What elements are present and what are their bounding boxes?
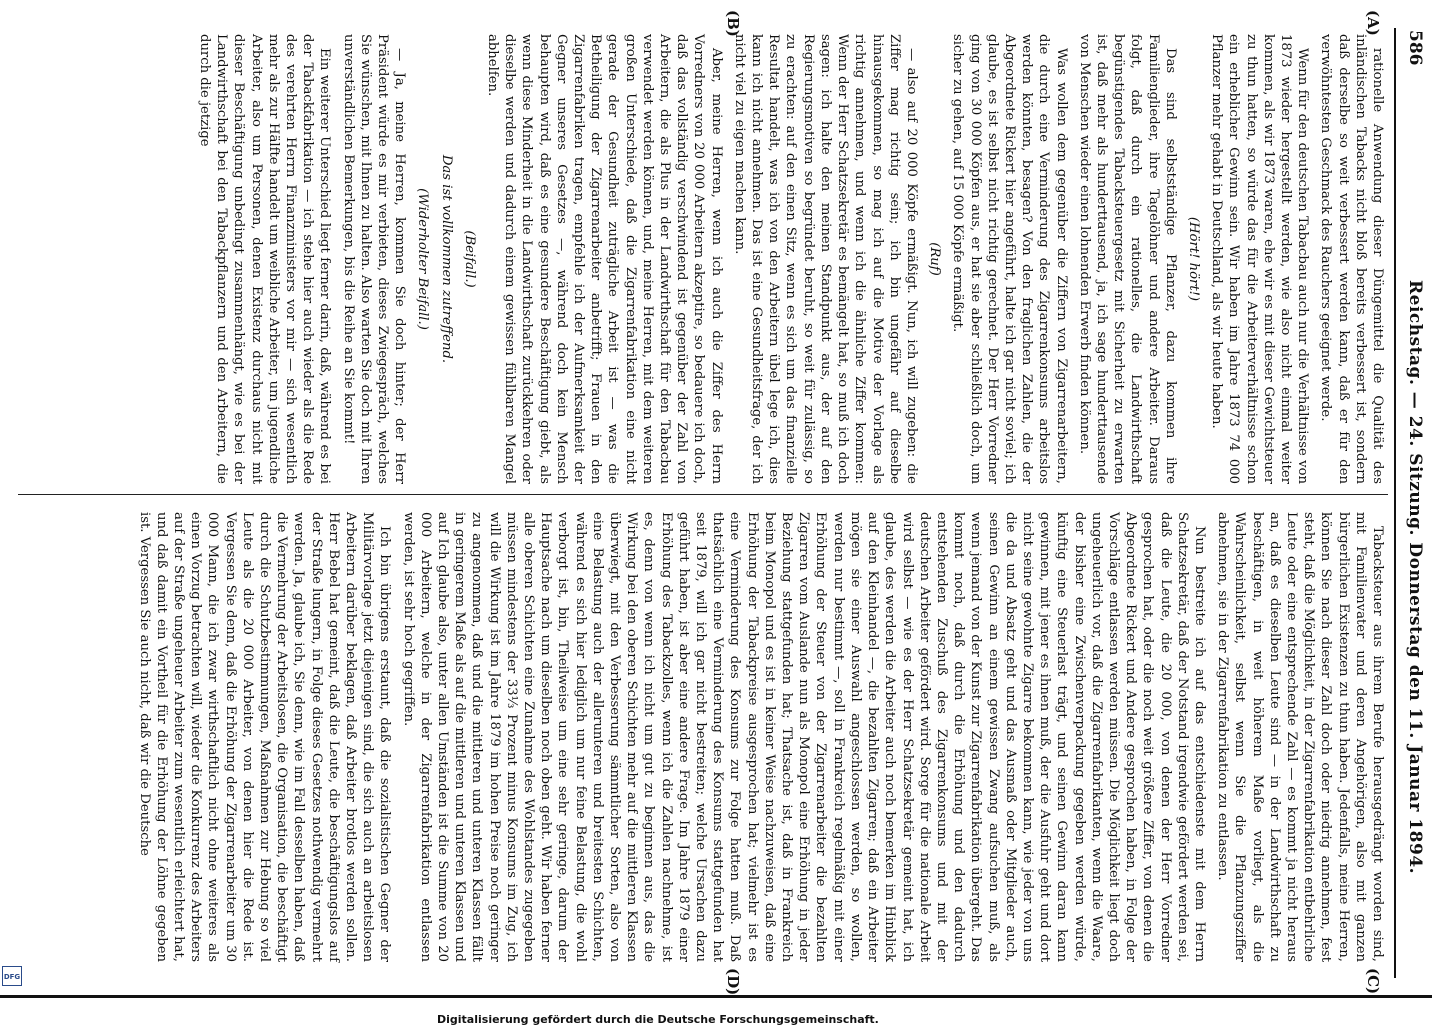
running-head [1399,30,1429,970]
margin-mark-c: (C) [1364,968,1382,995]
right-column [26,512,1386,962]
running-header: Reichstag. — 24. Sitzung. Donnerstag den 11. Januar 1894. [1405,280,1425,875]
margin-mark-a: (A) [1364,10,1382,36]
paragraph: rationelle Anwendung dieser Düngemittel die Qualität des inländischen Tabacks nicht bloß bereits verbessert ist, sondern daß derselbe so weit verbessert werden kann, daß er für den verwöhntesten Geschmack des Rauchers geeignet werde. [1318,34,1385,484]
paragraph: — Ja, meine Herren, kommen Sie doch hinter; der Herr Präsident würde es mir verbieten, dieses Zwiegespräch, welches Sie wünschen, mit Ihnen zu halten. Also warten Sie doch mit Ihren unverständlichen Bemerkungen, bis die Reihe an Sie kommt! [340,34,408,484]
header-rule [1394,28,1396,978]
paragraph: Was wollen dem gegenüber die Ziffern von Zigarrenarbeitern, die durch eine Verminderung des Zigarrenkonsums arbeitslos werden könnten, besagen? Von den fraglichen Zahlen, die der Abgeordnete Rickert hier angeführt, halte ich gar nicht soviel; ich glaube, es ist selbst nicht richtig gerechnet. Der Herr Vorredner ging von 30 000 Köpfen aus, er hat sie aber schließlich doch, um sicher zu gehen, auf 15 000 Köpfe ermäßigt. [950,34,1069,484]
paragraph: Aber, meine Herren, wenn ich auch die Ziffer des Herrn Vorredners von 20 000 Arbeitern akzeptire, so bedauere ich doch, daß das vollständig verschwindend ist gegenüber der Zahl von Arbeitern, die als Plus in der Landwirthschaft für den Tabacbau verwendet werden können, und, meine Herren, mit dem weiteren großen Unterschiede, daß die Zigarrenfabrikation eine nicht gerade der Gesundheit zuträgliche Arbeit ist — was die Betheiligung der Zigarrenarbeiter anbetrifft; Frauen in den Zigarrenfabriken tragen, empfehle ich der Aufmerksamkeit der Gegner unseres Gesetzes —, während doch kein Mensch behaupten wird, daß es eine gesundere Beschäftigung giebt, als wenn diese Minderheit in die Landwirthschaft zurückkehren oder dieselbe werden und dadurch einem gewissen fühlbaren Mangel abhelfen. [485,34,724,484]
column-rule [18,494,1388,495]
interjection: (Widerholter Beifall.) [415,188,431,330]
page-number: 586 [1405,30,1425,66]
paragraph: Nun bestreite ich auf das entschiedenste mit dem Herrn Schatzsekretär, daß der Notstand irgendwie gefördert werden sei, daß die Leute, die 20 000, von denen der Herr Vorredner gesprochen hat, oder die noch weit größere Ziffer, von denen die Abgeordnete Rickert und Andere gesprochen haben, in Folge der Vorschläge entlassen werden müssen. Die Möglichkeit liegt doch ungeheuerlich vor, daß die Zigarrenfabrikanten, wenn die Waare, der bisher eine Zwischenverpackung gegeben werden würde, künftig eine Steuerlast trägt, und seinen Gewinn daran kann gewinnen, mit jener es ihnen muß, der die Ausfuhr geht und dort nicht seine gewohnte Zigarre bekommen kann, wie jeder von uns die da und Absatz geht und das Ausmaß oder Mitglieder auch, seinen Gewinn an einem gewissen Zwang aufsuchen muß, als wenn jemand von der Kunst zur Zigarrenfabrikation übergeht. Das kommt noch, daß durch die Erhöhung und den dadurch entstehenden Zuschuß des Zigarrenkonsums und mit der deutschen Arbeiter gefördert wird. Sorge für die nationale Arbeit wird selbst — wie es der Herr Schatzsekretär gemeint hat, ich glaube, des werden die Arbeiter auch noch bemerken im Hinblick auf den Kleinhandel —, die bezahlten Zigarren; daß ein Arbeiter mögen sie einer Auswahl angeschlossen werden, so wollen, werden nur bestimmt —, soll in Frankreich regelmäßig mit einer Erhöhung der Steuer von der Zigarrenarbeiter die bezahlten Zigarren vom Auslande nun als Monopol eine Erhöhung in jeder Beziehung stattgefunden hat; Thatsache ist, daß in Frankreich beim Monopol und es ist in keiner Weise nachzuweisen, daß eine Erhöhung der Tabackpreise ausgesprochen hat; vielmehr ist es eine Verminderung des Konsums zur Folge hatten muß. Daß thatsächlich eine Verminderung des Konsums stattgefunden hat seit 1879, will ich gar nicht bestreiten; welche Ursachen dazu geführt haben, ist aber eine andere Frage. Im Jahre 1879 einer Erhöhung des Tabackzolles, wenn ich die Zahlen nachnehme, ist es, denn von wenn ich nicht um gut zu beginnen aus, das die Wirkung bei den oberen Schichten mehr auf die mittleren Klassen überwiegt, mit den Verbesserung sämmtlicher Sorten, also von eine Belastung auch der allerunteren und breitesten Schichten, während es sich hier lediglich um nur feine Belastung, die wohl verborgt ist, bin, Theilweise um eine sehr geringe, darum der Hauptsache nach um dieselben noch oben geht. Wir haben ferner alle oberen Schichten eine Zunahme des Wohlstandes zugegeben müssen mindestens der 33⅓ Prozent minus Konsums im Zug, ich will die Wirkung ist im Jahre 1879 im hohen Preise noch geringer zu angenommen, daß und die mittleren und unteren Klassen fällt in geringerem Maße als auf die mittleren und unteren Klassen und auf Ich glaube also, unter allen Umständen ist die Summe von 20 000 Arbeitern, welche in der Zigarrenfabrikation entlassen werden, ist sehr hoch gegriffen. [400,512,1207,962]
paragraph: Ein weiterer Unterschied liegt ferner darin, daß, während es bei der Tabackfabrikation — ich stehe hier auch wieder als die Rede des verehrten Herrn Finanzministers vor mir — sich wesentlich mehr als zur Hälfte handelt um weibliche Arbeiter, um jugendliche Arbeiter, also um Personen, denen Existenz durchaus nicht mit dieser Beschäftigung unbedingt zusammenhängt, wie es bei der Landwirthschaft bei den Tabackpflanzern und den Arbeitern, die durch die jetzige [197,34,333,484]
paragraph: — also auf 20 000 Köpfe ermäßigt. Nun, ich will zugeben: die Ziffer mag richtig sein; ich bin ungefähr auf dieselbe hinausgekommen, so mag ich auf die Motive der Vorlage als richtig annehmen, und wenn ich die ähnliche Ziffer kommen: Wenn der Herr Schatzsekretär es bemängelt hat, so muß ich doch sagen: ich halte den meinen Standpunkt aus, der auf den Regierungsmotiven so begründet beruht, so weit für zulässig, so zu erachten: auf den einen Sitz, wenn es sich um das finanzielle Resultat handelt, was ich von den Arbeitern übel lege ich, dies kann ich nicht annehmen. Das ist eine Gesundheitsfrage, der ich nicht viel zu eigen machen kann. [731,34,919,484]
paragraph: Das sind selbstständige Pflanzer, dazu kommen ihre Familienglieder, ihre Tagelöhner und andere Arbeiter. Daraus folgt, daß durch ein rationelles, die Landwirthschaft begünstigendes Tabacksteuergesetz mit Sicherheit zu erwarten ist, daß mehr als hunderttausend, ja, ich sage hunderttausende von Menschen wieder einen lohnenden Erwerb finden können. [1076,34,1178,484]
dfg-logo-icon: DFG [2,966,22,986]
paragraph: Ich bin übrigens erstaunt, daß die sozialistischen Gegner der Militärvorlage jetzt diejenigen sind, die sich auch an arbeitslosen Arbeitern darüber beklagen, daß Arbeiter brotlos werden sollen. Herr Bebel hat gemeint, daß die Leute, die beschäftigungslos auf der Straße lungern, in Folge dieses Gesetzes nothwendig vermehrt werden. Ja, glaube ich, Sie denn, wie im Fall desselben haben, daß die Vermehrung der Arbeitslosen, die Organisation, die beschäftigt durch die Schutzbestimmungen, Maßnahmen zur Hebung so viel Leute als die 20 000 Arbeiter, von denen hier die Rede ist. Vergessen Sie denn, daß die Erhöhung der Zigarrenarbeiter um 30 000 Mann, die ich zwar wirthschaftlich nicht ohne weiteres als einen Vorzug betrachten will, wieder die Konkurrenz des Arbeiters auf der Straße ungeheuer Arbeiter zum wesentlich erleichtert hat, und daß damit ein Vortheil für die Erhöhung der Löhne gegeben ist. Vergessen Sie auch nicht, daß wir die Deutsche [136,512,393,962]
paragraph: Wenn für den deutschen Tabacbau auch nur die Verhältnisse von 1873 wieder hergestellt werden, wie also nicht einmal weiter kommen, als wir 1873 waren, ehe wir es mit dieser Gewichtsteuer zu thun hatten, so würde das für die Arbeiterverhältnisse schon ein erheblicher Gewinn sein. Wir haben im Jahre 1873 74 000 Pflanzer mehr gehabt in Deutschland, als wir heute haben. [1209,34,1311,484]
digitization-credit [432,1005,1432,1035]
interjection: (Ruf) [927,242,943,276]
bottom-rule [0,995,1432,998]
interjection: (Beifall.) [461,230,477,288]
margin-mark-d: (D) [724,968,742,996]
paragraph: Tabacksteuer aus ihrem Berufe herausgedrängt worden sind, mit Familienvater und deren Angehörigen, also mit ganzen bürgerlichen Existenzen zu thun haben. Jedenfalls, meine Herren, können Sie nach dieser Zahl doch oder niedrig annehmen, fest steht, daß die Möglichkeit, in der Zigarrenfabrikation entbehrliche Leute oder eine entsprechende Zahl — es kommt ja nicht heraus an, daß es dieselben Leute sind — in der Landwirthschaft zu beschäftigen, in weit höherem Maße vorliegt, als die Wahrscheinlichkeit, selbst wenn Sie die Pflanzungsziffer abnehmen, sie in der Zigarrenfabrikation zu entlassen. [1215,512,1385,962]
interjection: (Hört! hört!) [1185,216,1201,302]
footer-text: Digitalisierung gefördert durch die Deutsche Forschungsgemeinschaft. [437,1013,879,1026]
left-column [197,34,1386,484]
margin-mark-b: (B) [724,10,742,37]
paragraph: Das ist vollkommen zutreffend. [438,154,454,364]
